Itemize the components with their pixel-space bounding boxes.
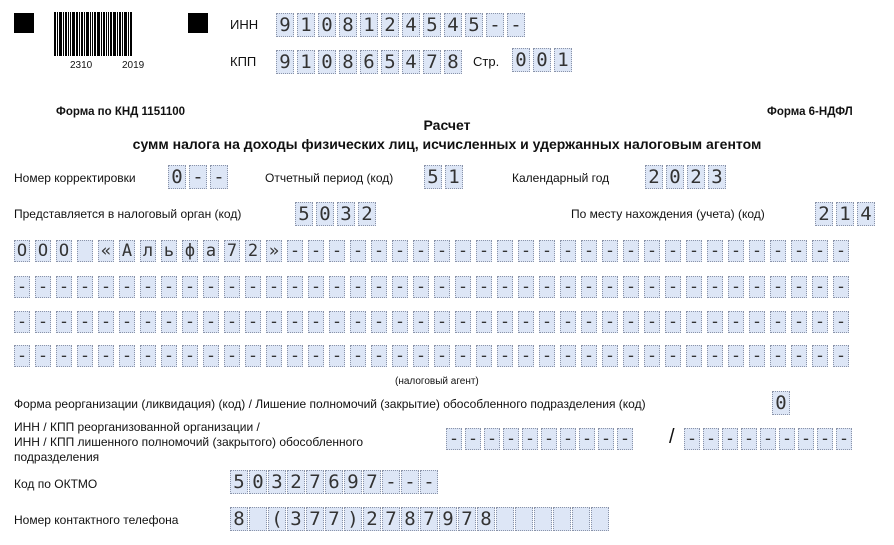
char-cell: -	[686, 345, 702, 367]
char-cell: О	[14, 240, 30, 262]
char-cell: -	[350, 311, 366, 333]
tax-office-field[interactable]	[295, 202, 376, 226]
char-cell: -	[210, 165, 228, 189]
char-cell: -	[35, 311, 51, 333]
char-cell	[515, 507, 533, 531]
char-cell: -	[686, 311, 702, 333]
char-cell: -	[497, 311, 513, 333]
char-cell: -	[791, 276, 807, 298]
char-cell: -	[189, 165, 207, 189]
char-cell: 5	[381, 50, 399, 74]
char-cell: -	[350, 345, 366, 367]
kpp-field[interactable]	[276, 50, 462, 74]
char-cell: -	[686, 240, 702, 262]
char-cell: 9	[439, 507, 457, 531]
agent-caption: (налоговый агент)	[395, 376, 479, 387]
char-cell: -	[812, 345, 828, 367]
reorg-field[interactable]	[772, 391, 790, 415]
oktmo-label: Код по ОКТМО	[14, 477, 98, 491]
char-cell: ф	[182, 240, 198, 262]
char-cell: -	[329, 345, 345, 367]
page-label: Стр.	[473, 54, 500, 69]
char-cell: -	[56, 276, 72, 298]
char-cell: -	[77, 276, 93, 298]
char-cell: 8	[339, 13, 357, 37]
char-cell: 2	[358, 202, 376, 226]
char-cell: -	[287, 311, 303, 333]
char-cell: )	[344, 507, 362, 531]
char-cell: -	[812, 311, 828, 333]
char-cell: -	[749, 276, 765, 298]
char-cell: -	[140, 276, 156, 298]
char-cell: -	[798, 428, 814, 450]
char-cell: -	[56, 345, 72, 367]
tax-office-label: Представляется в налоговый орган (код)	[14, 207, 242, 221]
reorg-inn-label-2: ИНН / КПП лишенного полномочий (закрытого) обособленного	[14, 435, 364, 449]
char-cell: -	[98, 345, 114, 367]
char-cell: -	[518, 240, 534, 262]
char-cell: 5	[423, 13, 441, 37]
location-field[interactable]	[815, 202, 875, 226]
char-cell: -	[161, 345, 177, 367]
char-cell: -	[446, 428, 462, 450]
char-cell: -	[350, 240, 366, 262]
char-cell: -	[728, 240, 744, 262]
char-cell: -	[98, 276, 114, 298]
char-cell: 7	[306, 507, 324, 531]
char-cell	[249, 507, 267, 531]
char-cell: -	[581, 345, 597, 367]
reorg-slash: /	[669, 426, 675, 448]
char-cell: -	[539, 240, 555, 262]
char-cell: -	[836, 428, 852, 450]
char-cell: -	[623, 240, 639, 262]
char-cell: -	[707, 311, 723, 333]
char-cell: 5	[424, 165, 442, 189]
char-cell: -	[161, 311, 177, 333]
inn-label: ИНН	[230, 17, 259, 32]
char-cell: 3	[337, 202, 355, 226]
oktmo-field[interactable]	[230, 470, 438, 494]
char-cell: 0	[249, 470, 267, 494]
corner-mark-left	[14, 13, 34, 33]
char-cell: -	[581, 311, 597, 333]
char-cell: -	[623, 311, 639, 333]
char-cell: -	[119, 311, 135, 333]
char-cell: -	[560, 276, 576, 298]
char-cell: -	[119, 276, 135, 298]
char-cell: -	[224, 345, 240, 367]
char-cell: -	[833, 276, 849, 298]
page-field[interactable]	[512, 48, 572, 72]
char-cell: -	[308, 276, 324, 298]
char-cell: -	[287, 276, 303, 298]
char-cell: -	[119, 345, 135, 367]
char-cell: -	[518, 276, 534, 298]
char-cell: -	[98, 311, 114, 333]
barcode-number-left: 2310	[70, 60, 93, 71]
char-cell: -	[308, 311, 324, 333]
inn-field[interactable]	[276, 13, 525, 37]
char-cell: -	[541, 428, 557, 450]
char-cell: 6	[360, 50, 378, 74]
period-label: Отчетный период (код)	[265, 171, 394, 185]
char-cell: -	[486, 13, 504, 37]
char-cell: -	[434, 311, 450, 333]
char-cell: -	[308, 345, 324, 367]
char-cell: -	[382, 470, 400, 494]
char-cell: -	[224, 276, 240, 298]
char-cell: 2	[245, 240, 261, 262]
char-cell	[553, 507, 571, 531]
char-cell: 1	[554, 48, 572, 72]
char-cell: -	[371, 240, 387, 262]
char-cell: -	[602, 311, 618, 333]
char-cell: -	[497, 345, 513, 367]
period-field[interactable]	[424, 165, 463, 189]
char-cell	[496, 507, 514, 531]
char-cell: 4	[402, 50, 420, 74]
char-cell: -	[455, 240, 471, 262]
char-cell: -	[392, 240, 408, 262]
form-knd: Форма по КНД 1151100	[56, 106, 186, 118]
char-cell: -	[182, 276, 198, 298]
char-cell: -	[287, 240, 303, 262]
char-cell: -	[503, 428, 519, 450]
char-cell: -	[760, 428, 776, 450]
char-cell: -	[539, 345, 555, 367]
char-cell: -	[203, 276, 219, 298]
char-cell: 1	[360, 13, 378, 37]
char-cell: -	[518, 311, 534, 333]
char-cell: -	[420, 470, 438, 494]
correction-label: Номер корректировки	[14, 171, 136, 185]
char-cell: -	[484, 428, 500, 450]
char-cell	[77, 240, 93, 262]
char-cell: -	[644, 240, 660, 262]
phone-label: Номер контактного телефона	[14, 513, 179, 527]
char-cell: -	[770, 240, 786, 262]
char-cell: 1	[836, 202, 854, 226]
char-cell: -	[465, 428, 481, 450]
char-cell: -	[686, 276, 702, 298]
char-cell: -	[812, 276, 828, 298]
char-cell: -	[539, 276, 555, 298]
char-cell	[591, 507, 609, 531]
char-cell: -	[476, 345, 492, 367]
char-cell: -	[329, 240, 345, 262]
char-cell: 2	[645, 165, 663, 189]
form-name: Форма 6-НДФЛ	[767, 106, 853, 118]
char-cell: -	[224, 311, 240, 333]
corner-mark-right	[188, 13, 208, 33]
char-cell: -	[245, 311, 261, 333]
char-cell: 5	[465, 13, 483, 37]
char-cell: 2	[815, 202, 833, 226]
char-cell: -	[413, 240, 429, 262]
form-subtitle: сумм налога на доходы физических лиц, исчисленных и удержанных налоговым агентом	[132, 136, 762, 152]
char-cell: -	[791, 240, 807, 262]
char-cell: -	[308, 240, 324, 262]
char-cell: -	[791, 345, 807, 367]
char-cell: -	[413, 276, 429, 298]
char-cell: л	[140, 240, 156, 262]
char-cell: 0	[316, 202, 334, 226]
char-cell: -	[770, 311, 786, 333]
char-cell: -	[392, 276, 408, 298]
char-cell: -	[833, 240, 849, 262]
char-cell: -	[77, 345, 93, 367]
char-cell: -	[497, 240, 513, 262]
reorg-inn-label-1: ИНН / КПП реорганизованной организации /	[14, 420, 260, 434]
char-cell: -	[455, 311, 471, 333]
char-cell: -	[779, 428, 795, 450]
char-cell: 8	[477, 507, 495, 531]
char-cell: -	[518, 345, 534, 367]
char-cell: 7	[363, 470, 381, 494]
location-label: По месту нахождения (учета) (код)	[571, 207, 765, 221]
char-cell: -	[329, 311, 345, 333]
char-cell: -	[707, 240, 723, 262]
char-cell: -	[140, 311, 156, 333]
year-field[interactable]	[645, 165, 726, 189]
phone-field[interactable]	[230, 507, 609, 531]
char-cell: -	[581, 240, 597, 262]
char-cell: -	[266, 276, 282, 298]
char-cell: -	[371, 311, 387, 333]
char-cell: -	[665, 240, 681, 262]
char-cell: -	[812, 240, 828, 262]
char-cell: -	[560, 240, 576, 262]
char-cell: О	[56, 240, 72, 262]
char-cell: 0	[168, 165, 186, 189]
char-cell: -	[434, 240, 450, 262]
char-cell: 9	[344, 470, 362, 494]
char-cell: -	[581, 276, 597, 298]
char-cell: 8	[401, 507, 419, 531]
char-cell: 8	[339, 50, 357, 74]
char-cell: 8	[230, 507, 248, 531]
char-cell: -	[507, 13, 525, 37]
char-cell: 2	[287, 470, 305, 494]
char-cell: 6	[325, 470, 343, 494]
char-cell: »	[266, 240, 282, 262]
form-title: Расчет	[423, 117, 471, 133]
char-cell: -	[749, 345, 765, 367]
char-cell: -	[644, 345, 660, 367]
char-cell: -	[56, 311, 72, 333]
char-cell: -	[602, 276, 618, 298]
char-cell: 9	[276, 13, 294, 37]
char-cell: 1	[297, 50, 315, 74]
char-cell: -	[266, 345, 282, 367]
char-cell: 7	[325, 507, 343, 531]
char-cell: -	[497, 276, 513, 298]
char-cell: 1	[297, 13, 315, 37]
reorg-inn-label-3: подразделения	[14, 450, 100, 464]
agent-name-row-3[interactable]	[14, 311, 849, 333]
char-cell: -	[602, 240, 618, 262]
char-cell: -	[770, 276, 786, 298]
char-cell: -	[539, 311, 555, 333]
char-cell: 0	[318, 50, 336, 74]
char-cell: -	[728, 311, 744, 333]
char-cell: 2	[687, 165, 705, 189]
char-cell: ь	[161, 240, 177, 262]
char-cell: -	[684, 428, 700, 450]
char-cell: -	[703, 428, 719, 450]
char-cell: 3	[268, 470, 286, 494]
char-cell: а	[203, 240, 219, 262]
reorg-inn-field[interactable]	[446, 428, 633, 450]
char-cell: -	[14, 276, 30, 298]
char-cell: -	[371, 276, 387, 298]
char-cell: -	[749, 240, 765, 262]
char-cell: 7	[423, 50, 441, 74]
char-cell: -	[434, 345, 450, 367]
char-cell: 7	[420, 507, 438, 531]
char-cell: -	[833, 311, 849, 333]
kpp-label: КПП	[230, 54, 257, 69]
char-cell: 0	[512, 48, 530, 72]
char-cell: 3	[708, 165, 726, 189]
char-cell: 4	[402, 13, 420, 37]
char-cell: 7	[458, 507, 476, 531]
char-cell: -	[14, 345, 30, 367]
char-cell: 5	[230, 470, 248, 494]
char-cell: 7	[382, 507, 400, 531]
char-cell: -	[401, 470, 419, 494]
char-cell: -	[522, 428, 538, 450]
char-cell: -	[203, 311, 219, 333]
char-cell: -	[707, 276, 723, 298]
char-cell: -	[791, 311, 807, 333]
char-cell: -	[35, 345, 51, 367]
char-cell: -	[329, 276, 345, 298]
char-cell: -	[728, 276, 744, 298]
char-cell: -	[245, 276, 261, 298]
char-cell: -	[644, 311, 660, 333]
char-cell: -	[413, 345, 429, 367]
char-cell: О	[35, 240, 51, 262]
char-cell: 0	[666, 165, 684, 189]
char-cell: -	[617, 428, 633, 450]
char-cell: -	[350, 276, 366, 298]
char-cell: (	[268, 507, 286, 531]
char-cell: -	[266, 311, 282, 333]
char-cell: -	[817, 428, 833, 450]
char-cell: -	[560, 428, 576, 450]
reorg-label: Форма реорганизации (ликвидация) (код) / Лишение полномочий (закрытие) обособленного подразделения (код)	[14, 397, 646, 411]
char-cell: «	[98, 240, 114, 262]
barcode-number-right: 2019	[122, 60, 145, 71]
char-cell: -	[14, 311, 30, 333]
char-cell: 0	[533, 48, 551, 72]
barcode	[54, 12, 133, 56]
char-cell: -	[707, 345, 723, 367]
char-cell: 4	[444, 13, 462, 37]
char-cell: -	[560, 311, 576, 333]
char-cell	[534, 507, 552, 531]
char-cell: 5	[295, 202, 313, 226]
char-cell: -	[455, 345, 471, 367]
char-cell: 9	[276, 50, 294, 74]
char-cell: 0	[318, 13, 336, 37]
char-cell: -	[371, 345, 387, 367]
char-cell: -	[665, 276, 681, 298]
char-cell: -	[728, 345, 744, 367]
agent-name-row-4[interactable]	[14, 345, 849, 367]
char-cell: -	[644, 276, 660, 298]
correction-field[interactable]	[168, 165, 228, 189]
char-cell: 2	[363, 507, 381, 531]
char-cell: 1	[445, 165, 463, 189]
char-cell: -	[722, 428, 738, 450]
char-cell: -	[749, 311, 765, 333]
char-cell: 7	[306, 470, 324, 494]
char-cell: -	[392, 345, 408, 367]
char-cell: -	[579, 428, 595, 450]
char-cell: -	[598, 428, 614, 450]
char-cell: А	[119, 240, 135, 262]
char-cell: 3	[287, 507, 305, 531]
char-cell: -	[623, 276, 639, 298]
char-cell: -	[476, 240, 492, 262]
char-cell: -	[476, 276, 492, 298]
agent-name-row-2[interactable]	[14, 276, 849, 298]
char-cell: -	[741, 428, 757, 450]
year-label: Календарный год	[512, 171, 610, 185]
char-cell: -	[182, 311, 198, 333]
char-cell: -	[602, 345, 618, 367]
char-cell: -	[182, 345, 198, 367]
char-cell: -	[140, 345, 156, 367]
reorg-kpp-field[interactable]	[684, 428, 852, 450]
char-cell: 4	[857, 202, 875, 226]
char-cell: -	[203, 345, 219, 367]
char-cell: -	[392, 311, 408, 333]
char-cell: 0	[772, 391, 790, 415]
char-cell: -	[833, 345, 849, 367]
char-cell: -	[287, 345, 303, 367]
char-cell: -	[413, 311, 429, 333]
char-cell: -	[665, 311, 681, 333]
char-cell: 7	[224, 240, 240, 262]
char-cell: 2	[381, 13, 399, 37]
char-cell: -	[560, 345, 576, 367]
char-cell: -	[455, 276, 471, 298]
char-cell: -	[245, 345, 261, 367]
char-cell: -	[665, 345, 681, 367]
agent-name-row-1[interactable]	[14, 240, 849, 262]
char-cell: -	[434, 276, 450, 298]
char-cell: -	[770, 345, 786, 367]
char-cell: 8	[444, 50, 462, 74]
char-cell: -	[476, 311, 492, 333]
char-cell	[572, 507, 590, 531]
char-cell: -	[35, 276, 51, 298]
char-cell: -	[77, 311, 93, 333]
char-cell: -	[623, 345, 639, 367]
char-cell: -	[161, 276, 177, 298]
